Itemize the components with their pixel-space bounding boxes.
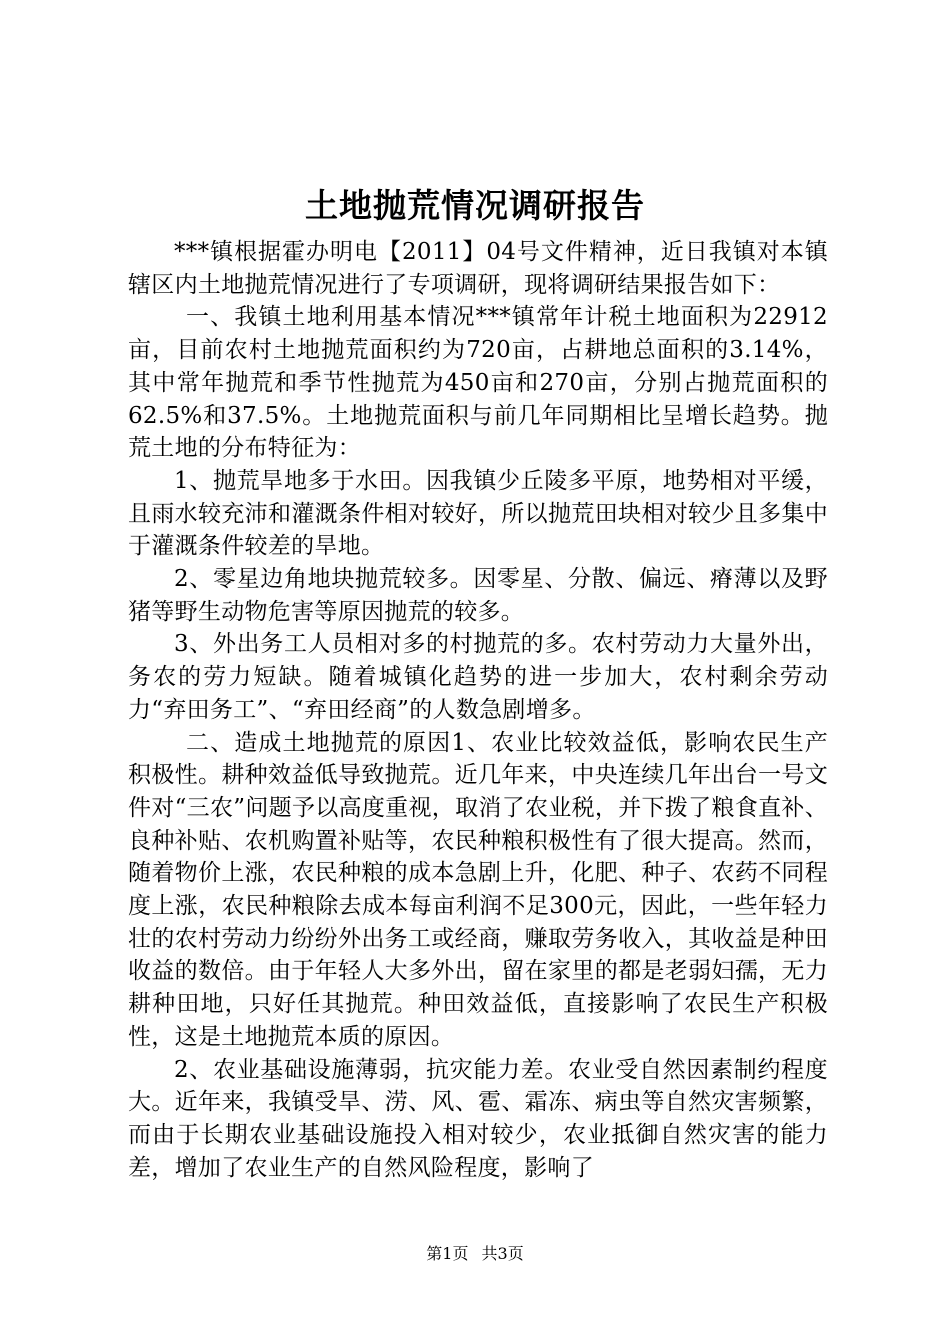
page-number: 第1页 [426,1244,469,1263]
point-three-paragraph: 3、外出务工人员相对多的村抛荒的多。农村劳动力大量外出，务农的劳力短缺。随着城镇化趋势的进一步加大，农村剩余劳动力“弃田务工”、“弃田经商”的人数急剧增多。 [128,631,828,723]
document-title: 土地抛荒情况调研报告 [305,186,645,225]
point-two-paragraph: 2、零星边角地块抛荒较多。因零星、分散、偏远、瘠薄以及野猪等野生动物危害等原因抛荒的较多。 [128,566,828,625]
page-footer [0,1243,950,1265]
section-one-paragraph: 一、我镇土地利用基本情况***镇常年计税土地面积为22912亩，目前农村土地抛荒面积约为720亩，占耕地总面积的3.14%，其中常年抛荒和季节性抛荒为450亩和270亩，分别占抛荒面积的62.5%和37.5%。土地抛荒面积与前几年同期相比呈增长趋势。抛荒土地的分布特征为： [128,304,828,462]
intro-paragraph: ***镇根据霍办明电【2011】04号文件精神，近日我镇对本镇辖区内土地抛荒情况进行了专项调研，现将调研结果报告如下： [128,239,828,298]
document-body [128,236,828,1184]
point-one-paragraph: 1、抛荒旱地多于水田。因我镇少丘陵多平原，地势相对平缓，且雨水较充沛和灌溉条件相对较好，所以抛荒田块相对较少且多集中于灌溉条件较差的旱地。 [128,467,828,560]
section-two-paragraph: 二、造成土地抛荒的原因1、农业比较效益低，影响农民生产积极性。耕种效益低导致抛荒。近几年来，中央连续几年出台一号文件对“三农”问题予以高度重视，取消了农业税，并下拨了粮食直补、良种补贴、农机购置补贴等，农民种粮积极性有了很大提高。然而，随着物价上涨，农民种粮的成本急剧上升，化肥、种子、农药不同程度上涨，农民种粮除去成本每亩利润不足300元，因此，一些年轻力壮的农村劳动力纷纷外出务工或经商，赚取劳务收入，其收益是种田收益的数倍。由于年轻人大多外出，留在家里的都是老弱妇孺，无力耕种田地，只好任其抛荒。种田效益低，直接影响了农民生产积极性，这是土地抛荒本质的原因。 [128,729,828,1050]
page-total: 共3页 [481,1244,524,1263]
reason-two-paragraph: 2、农业基础设施薄弱，抗灾能力差。农业受自然因素制约程度大。近年来，我镇受旱、涝、风、雹、霜冻、病虫等自然灾害频繁，而由于长期农业基础设施投入相对较少，农业抵御自然灾害的能力差，增加了农业生产的自然风险程度，影响了 [128,1056,828,1181]
